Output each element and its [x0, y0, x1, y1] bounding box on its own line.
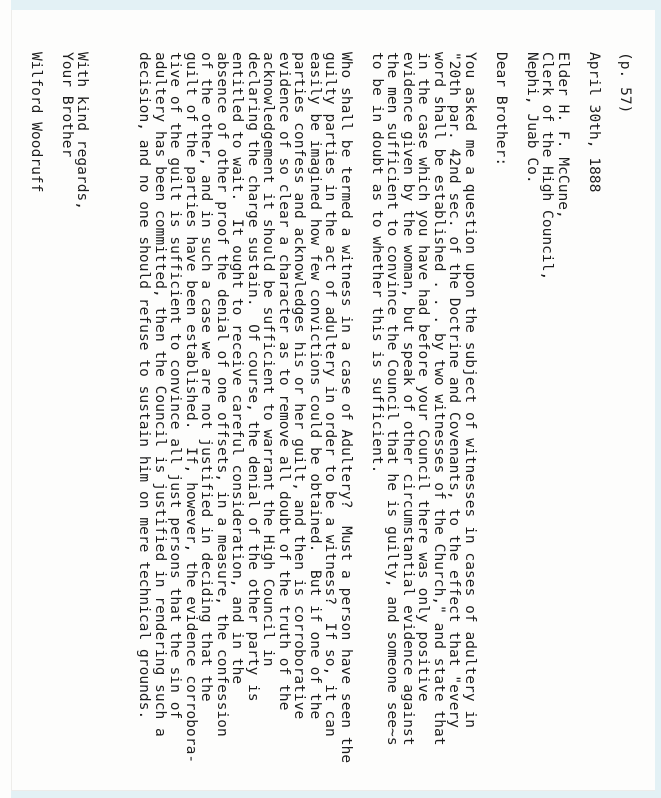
blank-line	[570, 52, 586, 791]
body-line: Who shall be termed a witness in a case of Adultery? Must a person have seen the	[338, 52, 354, 764]
salutation: Dear Brother:	[493, 52, 509, 167]
closing-secondary: Your Brother	[59, 52, 75, 158]
body-line: "20th par. 42nd sec. of the Doctrine and Covenants, to the effect that "every	[446, 52, 463, 729]
letter-date: April 30th, 1888	[586, 52, 602, 193]
page-marker: (p. 57)	[617, 52, 633, 114]
body-line: entitled to wait. It ought to receive careful consideration, and in the	[229, 52, 246, 685]
body-line: acknowledgement it should be sufficient to warrant the High Council in	[260, 52, 277, 667]
body-line: in the case which you have had before your Council there was only positive	[415, 52, 432, 702]
recipient-address: Nephi, Juab Co.	[524, 52, 540, 184]
recipient-title: Clerk of the High Council,	[539, 52, 556, 281]
rotated-letter-text	[12, 10, 656, 791]
body-line: You asked me a question upon the subject of witnesses in cases of adultery in	[462, 52, 478, 729]
body-line: guilt of the parties have been established. If, however, the evidence corrobora-	[183, 52, 199, 764]
blank-line	[43, 52, 59, 791]
letter-paper	[11, 10, 655, 791]
blank-line	[353, 52, 369, 791]
body-line: decision, and no one should refuse to sustain him on mere technical grounds.	[136, 52, 153, 720]
blank-line	[508, 52, 524, 791]
body-line: tive of the guilt is sufficient to convince all just persons that the sin of	[167, 52, 184, 720]
blank-line	[121, 52, 137, 791]
body-line: evidence of so clear a character as to remove all doubt of the truth of the	[276, 52, 292, 711]
body-line: to be in doubt as to whether this is sufficient.	[369, 52, 385, 474]
body-line: of the other, and in such a case we are not justified in deciding that the	[198, 52, 215, 702]
blank-line	[477, 52, 493, 791]
body-line: the men sufficient to convince the Council that he is guilty, and someone see~s	[384, 52, 401, 746]
body-line: declaring the charge sustain. Of course, the denial of the other party is	[245, 52, 261, 702]
body-line: guilty parties in the act of adultery in order to be a witness? If so, it can	[322, 52, 339, 737]
recipient-name: Elder H. F. McCune,	[555, 52, 571, 219]
body-line: word shall be established . . . by two witnesses of the Church," and state that	[431, 52, 447, 746]
blank-line	[105, 52, 121, 791]
blank-line	[90, 52, 106, 791]
scan-left-margin	[0, 0, 11, 798]
signature: Wilford Woodruff	[28, 52, 44, 193]
blank-line	[601, 52, 617, 791]
body-line: parties confess and acknowledges his or her guilt, and then is corroborative	[291, 52, 308, 720]
body-line: easily be imagined how few convictions could be obtained. But if one of the	[307, 52, 323, 720]
closing: With kind regards,	[74, 52, 91, 211]
body-line: evidence given by the woman, but speak of other circumstantial evidence against	[400, 52, 416, 746]
body-line: adultery has been committed, then the Council is justified in rendering such a	[152, 52, 168, 737]
body-line: absence of other proof the denial of one offsets, in a measure, the confession	[214, 52, 230, 737]
